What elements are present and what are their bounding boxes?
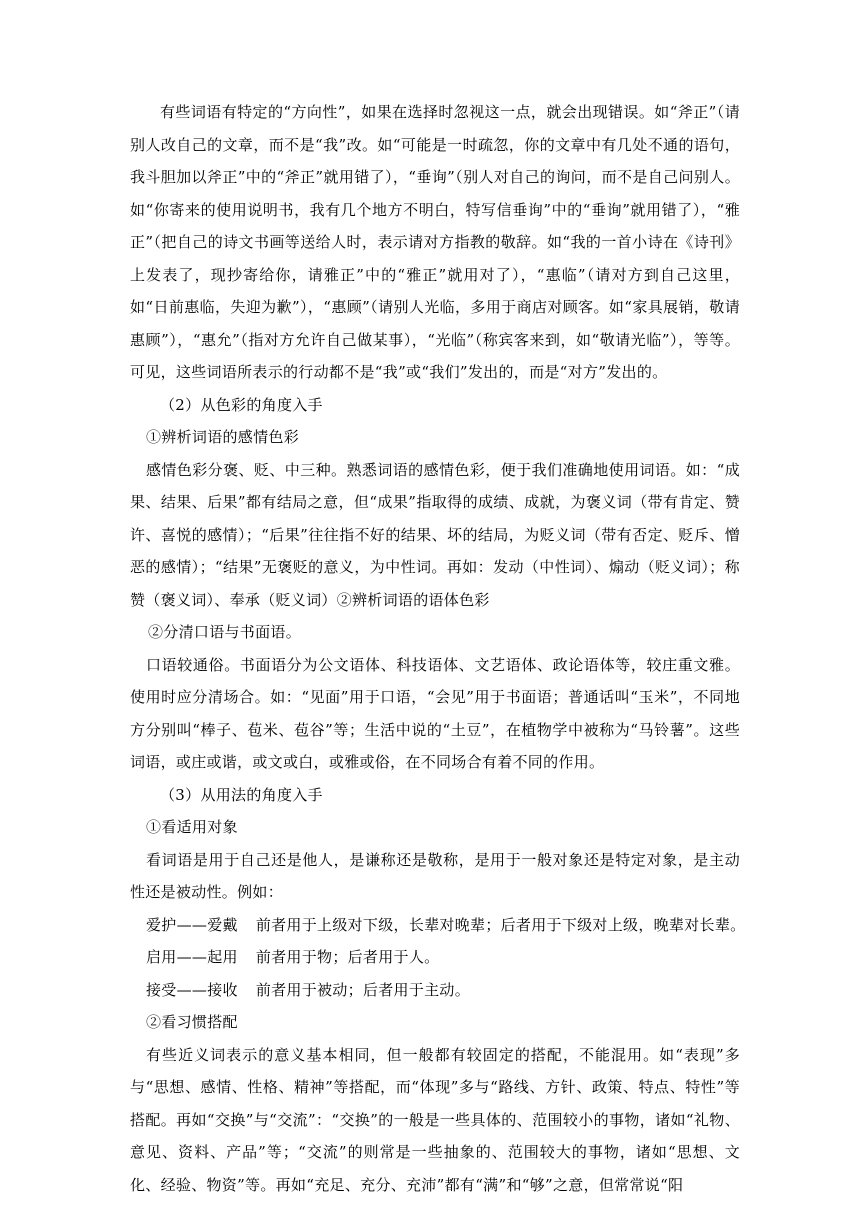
word-pair-desc: 前者用于被动；后者用于主动。 <box>255 980 471 999</box>
document-body <box>130 96 746 1201</box>
subheading-target-object: ①看适用对象 <box>146 818 238 836</box>
word-pair-desc: 前者用于上级对下级，长辈对晚辈；后者用于下级对上级，晚辈对长辈。 <box>255 915 746 934</box>
word-pair-term: 接受——接收 <box>146 980 238 999</box>
word-pair-row <box>130 941 740 974</box>
paragraph-spoken-written: 口语较通俗。书面语分为公文语体、科技语体、文艺语体、政论语体等，较庄重文雅。使用时应分清场合。如：“见面”用于口语，“会见”用于书面语；普通话叫“玉米”，不同地方分别叫“棒子、苞米、苞谷”等；生活中说的“土豆”，在植物学中被称为“马铃薯”。这些词语，或庄或谐，或文或白，或雅或俗，在不同场合有着不同的作用。 <box>130 655 740 771</box>
word-pair-row <box>130 909 746 942</box>
word-pair-term: 爱护——爱戴 <box>146 915 238 934</box>
word-pair-desc: 前者用于物；后者用于人。 <box>255 948 440 966</box>
paragraph-direction: 有些词语有特定的“方向性”，如果在选择时忽视这一点，就会出现错误。如“斧正”（请别人改自己的文章，而不是“我”改。如“可能是一时疏忽，你的文章中有几处不通的语句，我斗胆加以斧正”中的“斧正”就用错了），“垂询”（别人对自己的询问，而不是自己问别人。如“你寄来的使用说明书，我有几个地方不明白，特写信垂询”中的“垂询”就用错了），“雅正”（把自己的诗文书画等送给人时，表示请对方指教的敬辞。如“我的一首小诗在《诗刊》上发表了，现抄寄给你，请雅正”中的“雅正”就用对了），“惠临”（请对方到自己这里，如“日前惠临，失迎为歉”），“惠顾”（请别人光临，多用于商店对顾客。如“家具展销，敬请惠顾”），“惠允”（指对方允许自己做某事），“光临”（称宾客来到，如“敬请光临”），等等。可见，这些词语所表示的行动都不是“我”或“我们”发出的，而是“对方”发出的。 <box>130 103 740 381</box>
paragraph-target-object: 看词语是用于自己还是他人，是谦称还是敬称，是用于一般对象还是特定对象，是主动性还是被动性。例如： <box>130 850 740 901</box>
subheading-collocation: ②看习惯搭配 <box>146 1013 238 1031</box>
heading-usage-angle: （3）从用法的角度入手 <box>160 785 323 804</box>
subheading-spoken-written: ②分清口语与书面语。 <box>148 623 302 641</box>
word-pair-row <box>130 974 740 1007</box>
word-pair-term: 启用——起用 <box>146 948 238 966</box>
paragraph-collocation: 有些近义词表示的意义基本相同，但一般都有较固定的搭配，不能混用。如“表现”多与“思想、感情、性格、精神”等搭配，而“体现”多与“路线、方针、政策、特点、特性”等搭配。再如“交换”与“交流”：“交换”的一般是一些具体的、范围较小的事物，诸如“礼物、意见、资料、产品”等；“交流”的则常是一些抽象的、范围较大的事物，诸如“思想、文化、经验、物资”等。再如“充足、充分、充沛”都有“满”和“够”之意，但常常说“阳 <box>130 1045 740 1194</box>
heading-color-angle: （2）从色彩的角度入手 <box>160 395 323 414</box>
paragraph-emotional-color: 感情色彩分褒、贬、中三种。熟悉词语的感情色彩，便于我们准确地使用词语。如：“成果、结果、后果”都有结局之意，但“成果”指取得的成绩、成就，为褒义词（带有肯定、赞许、喜悦的感情）；“后果”往往指不好的结果、坏的结局，为贬义词（带有否定、贬斥、憎恶的感情）；“结果”无褒贬的意义，为中性词。再如：发动（中性词）、煽动（贬义词）；称赞（褒义词）、奉承（贬义词）②辨析词语的语体色彩 <box>130 460 740 609</box>
subheading-emotional-color: ①辨析词语的感情色彩 <box>146 428 300 446</box>
